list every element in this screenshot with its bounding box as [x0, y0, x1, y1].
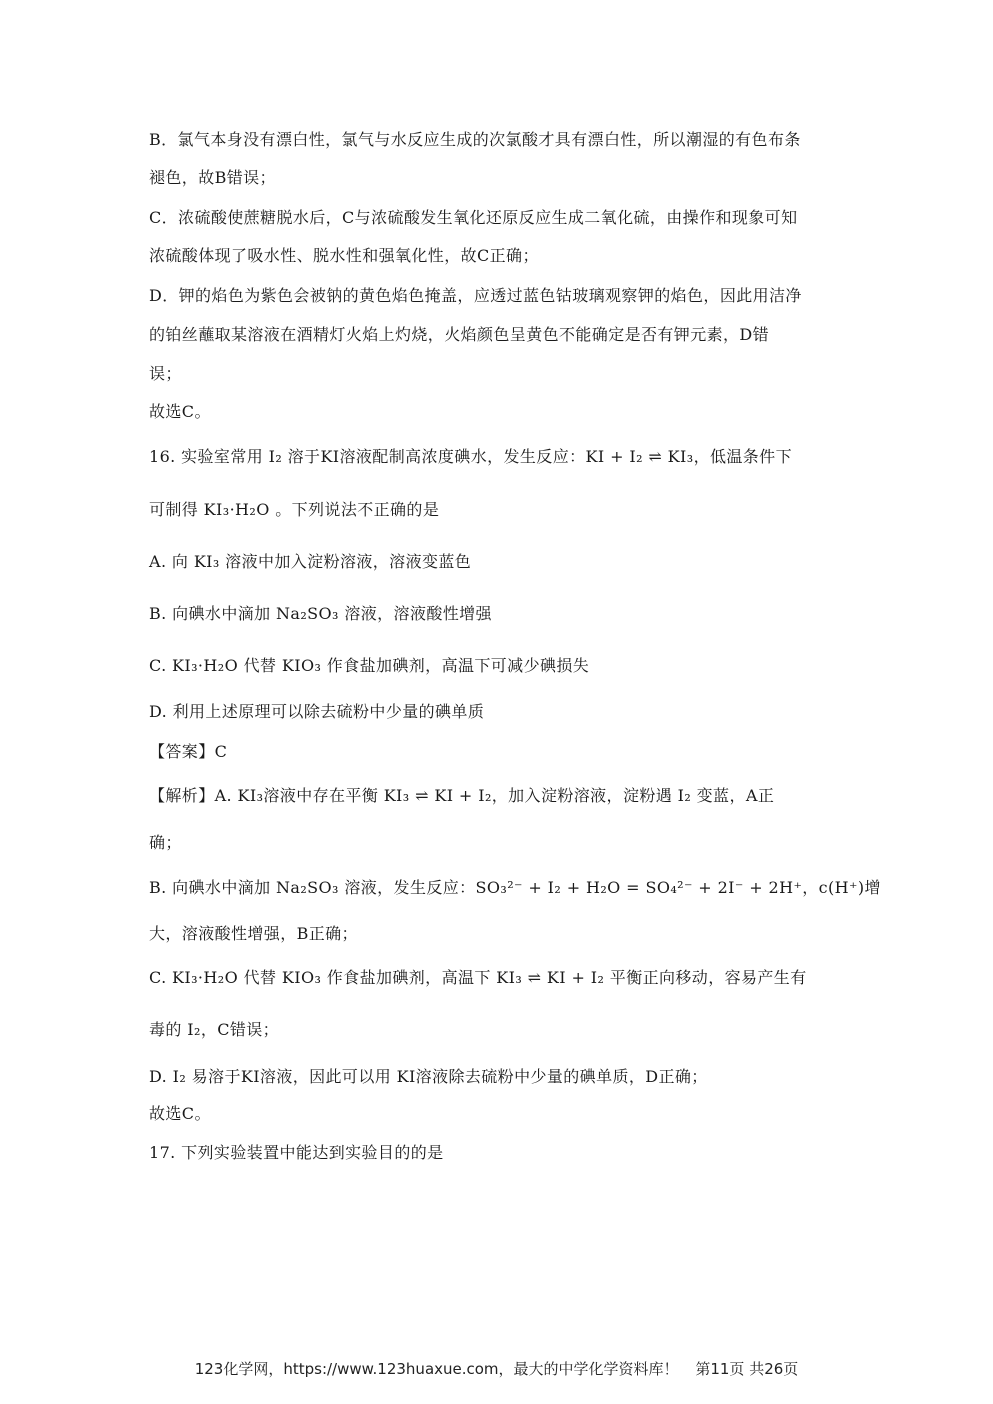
question-16-stem: 16. 实验室常用 I₂ 溶于KI溶液配制高浓度碘水，发生反应：KI + I₂ ⇌ KI₃，低温条件下 [149, 447, 792, 466]
option-b: B. 向碘水中滴加 Na₂SO₃ 溶液，溶液酸性增强 [149, 604, 492, 623]
footer-page-number: 第11页 共26页 [695, 1360, 799, 1378]
text-line: 浓硫酸体现了吸水性、脱水性和强氧化性，故C正确； [149, 246, 539, 265]
footer-site: 123化学网，https://www.123huaxue.com，最大的中学化学资料库！ [194, 1360, 679, 1378]
analysis-line: 【解析】A. KI₃溶液中存在平衡 KI₃ ⇌ KI + I₂，加入淀粉溶液，淀粉遇 I₂ 变蓝，A正 [149, 786, 775, 805]
page-footer [0, 1358, 993, 1379]
text-line: C．浓硫酸使蔗糖脱水后，C与浓硫酸发生氧化还原反应生成二氧化硫，由操作和现象可知 [149, 208, 798, 227]
text-line: D．钾的焰色为紫色会被钠的黄色焰色掩盖，应透过蓝色钴玻璃观察钾的焰色，因此用洁净 [149, 286, 802, 305]
text-line: 故选C。 [149, 402, 211, 421]
analysis-line: B. 向碘水中滴加 Na₂SO₃ 溶液，发生反应：SO₃²⁻ + I₂ + H₂O = SO₄²⁻ + 2I⁻ + 2H⁺，c(H⁺)增 [149, 878, 881, 897]
question-17-stem: 17. 下列实验装置中能达到实验目的的是 [149, 1143, 444, 1162]
option-d: D. 利用上述原理可以除去硫粉中少量的碘单质 [149, 702, 485, 721]
analysis-line: 故选C。 [149, 1104, 211, 1123]
analysis-line: 毒的 I₂，C错误； [149, 1020, 280, 1039]
option-c: C. KI₃·H₂O 代替 KIO₃ 作食盐加碘剂，高温下可减少碘损失 [149, 656, 590, 675]
answer-line: 【答案】C [149, 742, 228, 761]
analysis-line: C. KI₃·H₂O 代替 KIO₃ 作食盐加碘剂，高温下 KI₃ ⇌ KI + I₂ 平衡正向移动，容易产生有 [149, 968, 807, 987]
text-line: 褪色，故B错误； [149, 168, 276, 187]
text-line: B．氯气本身没有漂白性，氯气与水反应生成的次氯酸才具有漂白性，所以潮湿的有色布条 [149, 130, 801, 149]
option-a: A. 向 KI₃ 溶液中加入淀粉溶液，溶液变蓝色 [149, 552, 472, 571]
question-16-stem: 可制得 KI₃·H₂O 。下列说法不正确的是 [149, 500, 440, 519]
analysis-line: D. I₂ 易溶于KI溶液，因此可以用 KI溶液除去硫粉中少量的碘单质，D正确； [149, 1067, 708, 1086]
analysis-line: 确； [149, 833, 182, 852]
text-line: 误； [149, 364, 182, 383]
text-line: 的铂丝蘸取某溶液在酒精灯火焰上灼烧，火焰颜色呈黄色不能确定是否有钾元素，D错 [149, 325, 770, 344]
analysis-line: 大，溶液酸性增强，B正确； [149, 924, 358, 943]
